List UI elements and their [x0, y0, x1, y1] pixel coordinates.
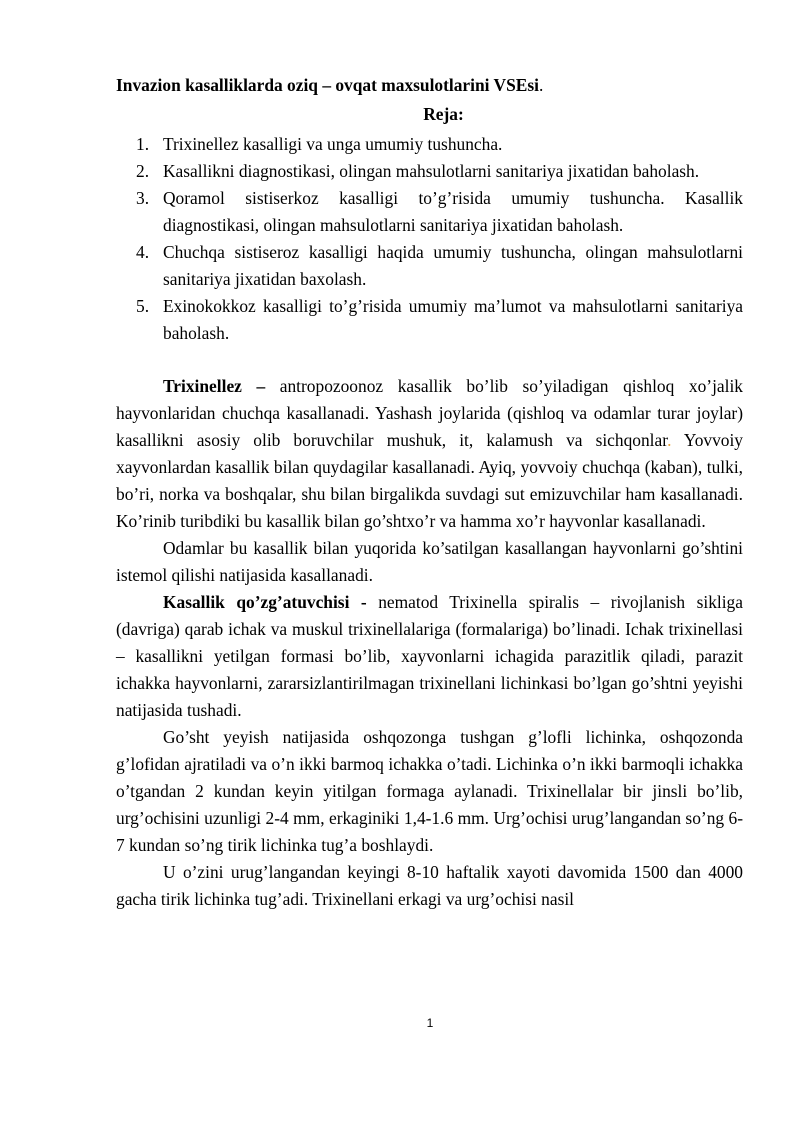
paragraph-term: Kasallik qo’zg’atuvchisi - [163, 592, 367, 612]
paragraph-reproduction: U o’zini urug’langandan keyingi 8-10 haftalik xayoti davomida 1500 dan 4000 gacha tirik lichinka tug’adi. Trixinellani erkagi va urg’ochisi nasil [116, 862, 743, 909]
plan-item-text: Qoramol sistiserkoz kasalligi to’g’risida umumiy tushuncha. Kasallik diagnostikasi, olingan mahsulotlarni sanitariya jixatidan baholash. [163, 188, 743, 235]
plan-item-text: Kasallikni diagnostikasi, olingan mahsulotlarni sanitariya jixatidan baholash. [163, 161, 700, 181]
paragraph-term: Trixinellez – [163, 376, 266, 396]
plan-item [116, 158, 743, 185]
paragraph-pathogen [116, 589, 743, 724]
title-text: Invazion kasalliklarda oziq – ovqat maxsulotlarini VSEsi [116, 75, 539, 95]
paragraph-people: Odamlar bu kasallik bilan yuqorida ko’satilgan kasallangan hayvonlarni go’shtini istemol qilishi natijasida kasallanadi. [116, 538, 743, 585]
plan-item [116, 185, 743, 239]
page-number: 1 [426, 1016, 434, 1030]
highlight-mark: . [667, 430, 672, 450]
section-spacer [116, 347, 743, 373]
plan-item-number: 1. [136, 134, 150, 154]
paragraph-development: Go’sht yeyish natijasida oshqozonga tushgan g’lofli lichinka, oshqozonda g’lofidan ajratiladi va o’n ikki barmoq ichakka o’tadi. Lichinka o’n ikki barmoqli ichakka o’tgandan 2 kundan keyin yitilgan formaga aylanadi. Trixinellalar bir jinsli bo’lib, urg’ochisini uzunligi 2-4 mm, erkaginiki 1,4-1.6 mm. Urg’ochisi urug’langandan so’ng 6-7 kundan so’ng tirik lichinka tug’a boshlaydi. [116, 727, 743, 855]
plan-item [116, 293, 743, 347]
plan-item-text: Trixinellez kasalligi va unga umumiy tushuncha. [163, 134, 503, 154]
document-page [116, 72, 743, 913]
plan-item-text: Exinokokkoz kasalligi to’g’risida umumiy ma’lumot va mahsulotlarni sanitariya baholash. [163, 296, 743, 343]
plan-item-number: 2. [136, 161, 150, 181]
document-title [116, 72, 743, 99]
plan-item-number: 4. [136, 242, 150, 262]
plan-list [116, 131, 743, 347]
plan-item-text: Chuchqa sistiseroz kasalligi haqida umumiy tushuncha, olingan mahsulotlarni sanitariya jixatidan baxolash. [163, 242, 743, 289]
paragraph-trixinellez [116, 373, 743, 535]
plan-heading: Reja: [423, 104, 464, 124]
plan-item-number: 5. [136, 296, 150, 316]
paragraph-text: antropozoonoz kasallik bo’lib so’yiladigan qishloq xo’jalik hayvonlaridan chuchqa kasallanadi. Yashash joylarida (qishloq va odamlar turar joylar) kasallikni asosiy olib boruvchilar mushuk, it, kalamush va sichqonlar [116, 376, 743, 450]
plan-item [116, 239, 743, 293]
paragraph-text: Yovvoiy xayvonlardan kasallik bilan quydagilar kasallanadi. Ayiq, yovvoiy chuchqa (kaban), tulki, bo’ri, norka va boshqalar, shu bilan birgalikda suvdagi sut emizuvchilar ham kasallanadi. Ko’rinib turibdiki bu kasallik bilan go’shtxo’r va hamma xo’r hayvonlar kasallanadi. [116, 430, 743, 531]
plan-item [116, 131, 743, 158]
paragraph-text: nematod Trixinella spiralis – rivojlanish sikliga (davriga) qarab ichak va muskul trixinellalariga (formalariga) bo’linadi. Ichak trixinellasi – kasallikni yetilgan formasi bo’lib, xayvonlarni ichagida parazitlik qiladi, parazit ichakka hayvonlarni, zararsizlantirilmagan trixinellani lichinkasi bo’lgan go’shtni yeyishi natijasida tushadi. [116, 592, 743, 720]
title-period: . [538, 75, 544, 95]
plan-item-number: 3. [136, 188, 150, 208]
